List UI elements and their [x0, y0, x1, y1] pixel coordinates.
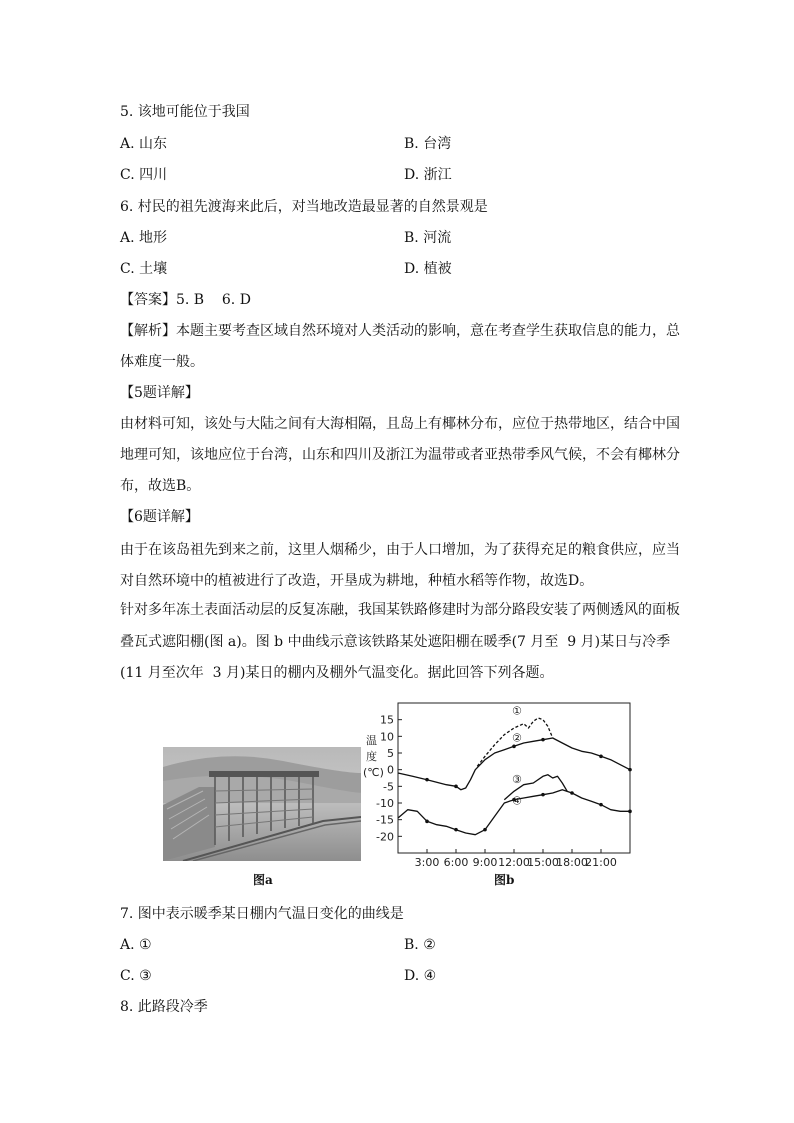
q8-stem: 8. 此路段冷季	[120, 999, 208, 1015]
series-marker	[570, 791, 574, 795]
q5-option-a: A. 山东	[120, 136, 168, 152]
series-marker	[541, 738, 545, 742]
series-label-2: ②	[511, 731, 522, 745]
detail6-line-1: 由于在该岛祖先到来之前，这里人烟稀少，由于人口增加，为了获得充足的粮食供应，应当	[120, 542, 680, 558]
series-marker	[541, 793, 545, 797]
detail6-line-2: 对自然环境中的植被进行了改造，开垦成为耕地，种植水稻等作物，故选D。	[120, 573, 594, 589]
series-marker	[483, 828, 487, 832]
material-line-1: 针对多年冻土表面活动层的反复冻融，我国某铁路修建时为部分路段安装了两侧透风的面板	[120, 602, 680, 618]
detail5-line-2: 地理可知，该地应位于台湾，山东和四川及浙江为温带或者亚热带季风气候，不会有椰林分	[120, 447, 680, 463]
series-marker	[628, 768, 632, 772]
series-marker	[512, 745, 516, 749]
q5-stem: 5. 该地可能位于我国	[120, 104, 250, 120]
detail5-line-1: 由材料可知，该处与大陆之间有大海相隔，且岛上有椰林分布，应位于热带地区，结合中国	[120, 416, 680, 432]
series-label-1: ①	[511, 704, 522, 718]
q6-stem: 6. 村民的祖先渡海来此后，对当地改造最显著的自然景观是	[120, 199, 488, 215]
analysis-line-1: 【解析】本题主要考查区域自然环境对人类活动的影响，意在考查学生获取信息的能力，总	[120, 323, 680, 339]
q6-option-d: D. 植被	[404, 261, 452, 277]
series-label-3: ③	[511, 773, 522, 786]
q7-option-a: A. ①	[120, 937, 152, 953]
series-marker	[628, 810, 632, 814]
series-marker	[425, 820, 429, 824]
q5-option-c: C. 四川	[120, 167, 168, 183]
y-tick-label: -15	[376, 813, 394, 827]
x-tick-label: 9:00	[472, 856, 498, 869]
x-tick-label: 21:00	[585, 856, 617, 869]
series-marker	[599, 803, 603, 807]
y-label-char-2: 度	[366, 750, 377, 763]
y-label-char-1: 温	[366, 734, 377, 747]
x-tick-label: 6:00	[443, 856, 469, 869]
detail6-heading: 【6题详解】	[120, 509, 199, 525]
q6-option-b: B. 河流	[404, 230, 452, 246]
q7-stem: 7. 图中表示暖季某日棚内气温日变化的曲线是	[120, 906, 404, 922]
material-line-3: (11 月至次年 3 月)某日的棚内及棚外气温变化。据此回答下列各题。	[120, 665, 554, 681]
series-marker	[599, 755, 603, 759]
figure-b-caption: 图b	[494, 873, 515, 887]
answer-line: 【答案】5. B 6. D	[120, 292, 251, 308]
q7-option-b: B. ②	[404, 937, 436, 953]
y-tick-label: -10	[376, 797, 394, 810]
q6-option-c: C. 土壤	[120, 261, 168, 277]
detail5-line-3: 布，故选B。	[120, 478, 201, 494]
series-label-4: ④	[511, 794, 522, 808]
temperature-chart	[360, 700, 638, 870]
y-tick-label: 15	[380, 713, 394, 727]
y-tick-label: -20	[376, 830, 394, 844]
detail5-heading: 【5题详解】	[120, 385, 199, 401]
q7-option-c: C. ③	[120, 968, 152, 984]
y-tick-label: 0	[387, 763, 394, 777]
material-line-2: 叠瓦式遮阳棚(图 a)。图 b 中曲线示意该铁路某处遮阳棚在暖季(7 月至 9 月)某日与冷季	[120, 634, 671, 650]
shed-photo	[163, 747, 361, 861]
series-marker	[454, 828, 458, 832]
series-marker	[425, 778, 429, 782]
y-tick-label: -5	[383, 780, 394, 794]
y-tick-label: 10	[380, 730, 394, 744]
analysis-line-2: 体难度一般。	[120, 354, 204, 370]
q5-option-b: B. 台湾	[404, 136, 452, 152]
figure-a-caption: 图a	[253, 873, 273, 887]
y-tick-label: 5	[387, 747, 394, 760]
x-tick-label: 3:00	[414, 856, 440, 869]
x-tick-label: 18:00	[556, 856, 588, 869]
q5-option-d: D. 浙江	[404, 167, 452, 183]
y-label-char-3: (℃)	[363, 766, 384, 779]
q6-option-a: A. 地形	[120, 230, 168, 246]
x-tick-label: 15:00	[527, 856, 559, 869]
series-marker	[454, 785, 458, 789]
q7-option-d: D. ④	[404, 968, 437, 984]
x-tick-label: 12:00	[498, 856, 530, 869]
